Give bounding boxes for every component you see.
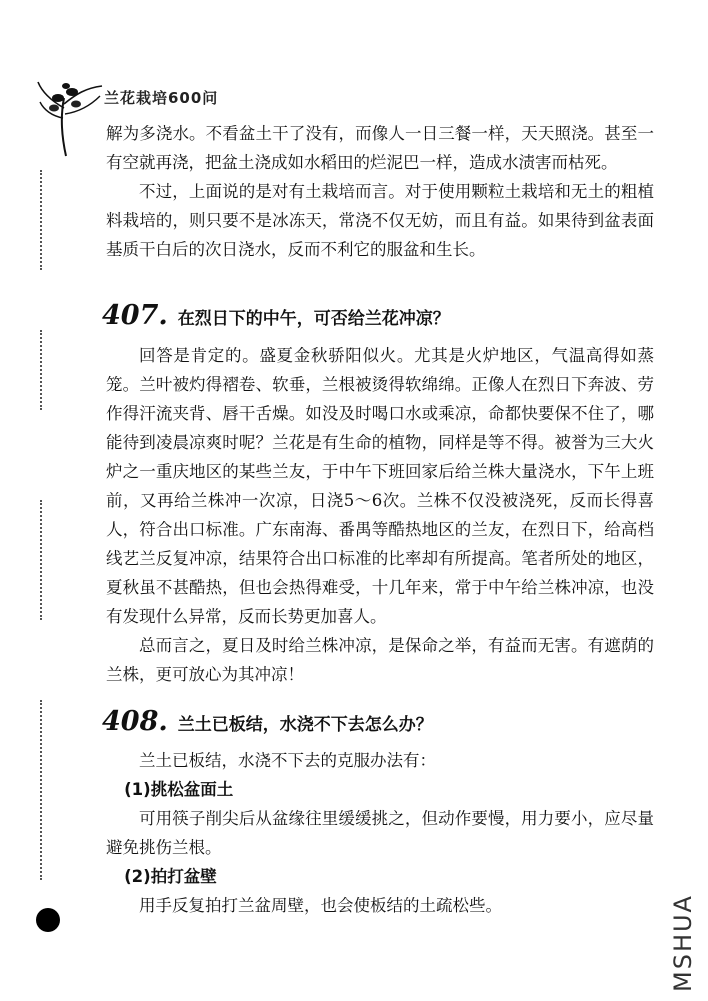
page-corner-dot [36, 908, 60, 932]
answer-block-407 [106, 341, 654, 689]
question-heading-407 [102, 300, 662, 334]
paragraph: 总而言之，夏日及时给兰株冲凉，是保命之举，有益而无害。有遮荫的兰株，更可放心为其冲凉！ [106, 636, 654, 684]
paragraph: 回答是肯定的。盛夏金秋骄阳似火。尤其是火炉地区，气温高得如蒸笼。兰叶被灼得褶卷、软垂，兰根被烫得软绵绵。正像人在烈日下奔波、劳作得汗流夹背、唇干舌燥。如没及时喝口水或乘凉，命都快要保不住了，哪能待到凌晨凉爽时呢？兰花是有生命的植物，同样是等不得。被誉为三大火炉之一重庆地区的某些兰友，于中午下班回家后给兰株大量浇水，下午上班前，又再给兰株冲一次凉，日浇5～6次。兰株不仅没被浇死，反而长得喜人，符合出口标准。广东南海、番禺等酷热地区的兰友，在烈日下，给高档线艺兰反复冲凉，结果符合出口标准的比率却有所提高。笔者所处的地区，夏秋虽不甚酷热，但也会热得难受，十几年来，常于中午给兰株冲凉，也没有发现什么异常，反而长势更加喜人。 [106, 346, 654, 626]
paragraph-continued: 解为多浇水。不看盆土干了没有，而像人一日三餐一样，天天照浇。甚至一有空就再浇，把盆土浇成如水稻田的烂泥巴一样，造成水渍害而枯死。 [106, 124, 654, 172]
question-heading-408 [102, 706, 662, 740]
margin-dotted-rule [40, 700, 42, 880]
margin-dotted-rule [40, 330, 42, 410]
text-block-top [106, 119, 654, 264]
paragraph: 可用筷子削尖后从盆缘往里缓缓挑之，但动作要慢，用力要小，应尽量避免挑伤兰根。 [106, 809, 654, 857]
margin-dotted-rule [40, 170, 42, 270]
watermark-text: MSHUA [669, 894, 697, 992]
margin-dotted-rule [40, 500, 42, 620]
subheading: (1)挑松盆面土 [124, 780, 234, 799]
watermark [668, 888, 698, 998]
paragraph: 兰土已板结，水浇不下去的克服办法有： [139, 751, 436, 770]
question-title: 在烈日下的中午，可否给兰花冲凉？ [177, 309, 450, 329]
paragraph: 用手反复拍打兰盆周壁，也会使板结的土疏松些。 [139, 896, 502, 915]
orchid-icon [36, 78, 106, 158]
running-header: 兰花栽培600问 [104, 89, 219, 107]
question-number: 407. [102, 300, 168, 331]
question-title: 兰土已板结，水浇不下去怎么办？ [177, 715, 433, 735]
paragraph: 不过，上面说的是对有土栽培而言。对于使用颗粒土栽培和无土的粗植料栽培的，则只要不是冰冻天，常浇不仅无妨，而且有益。如果待到盆表面基质干白后的次日浇水，反而不利它的服盆和生长。 [106, 182, 654, 259]
question-number: 408. [102, 706, 168, 737]
answer-block-408 [106, 746, 654, 920]
subheading: (2)拍打盆壁 [124, 867, 217, 886]
